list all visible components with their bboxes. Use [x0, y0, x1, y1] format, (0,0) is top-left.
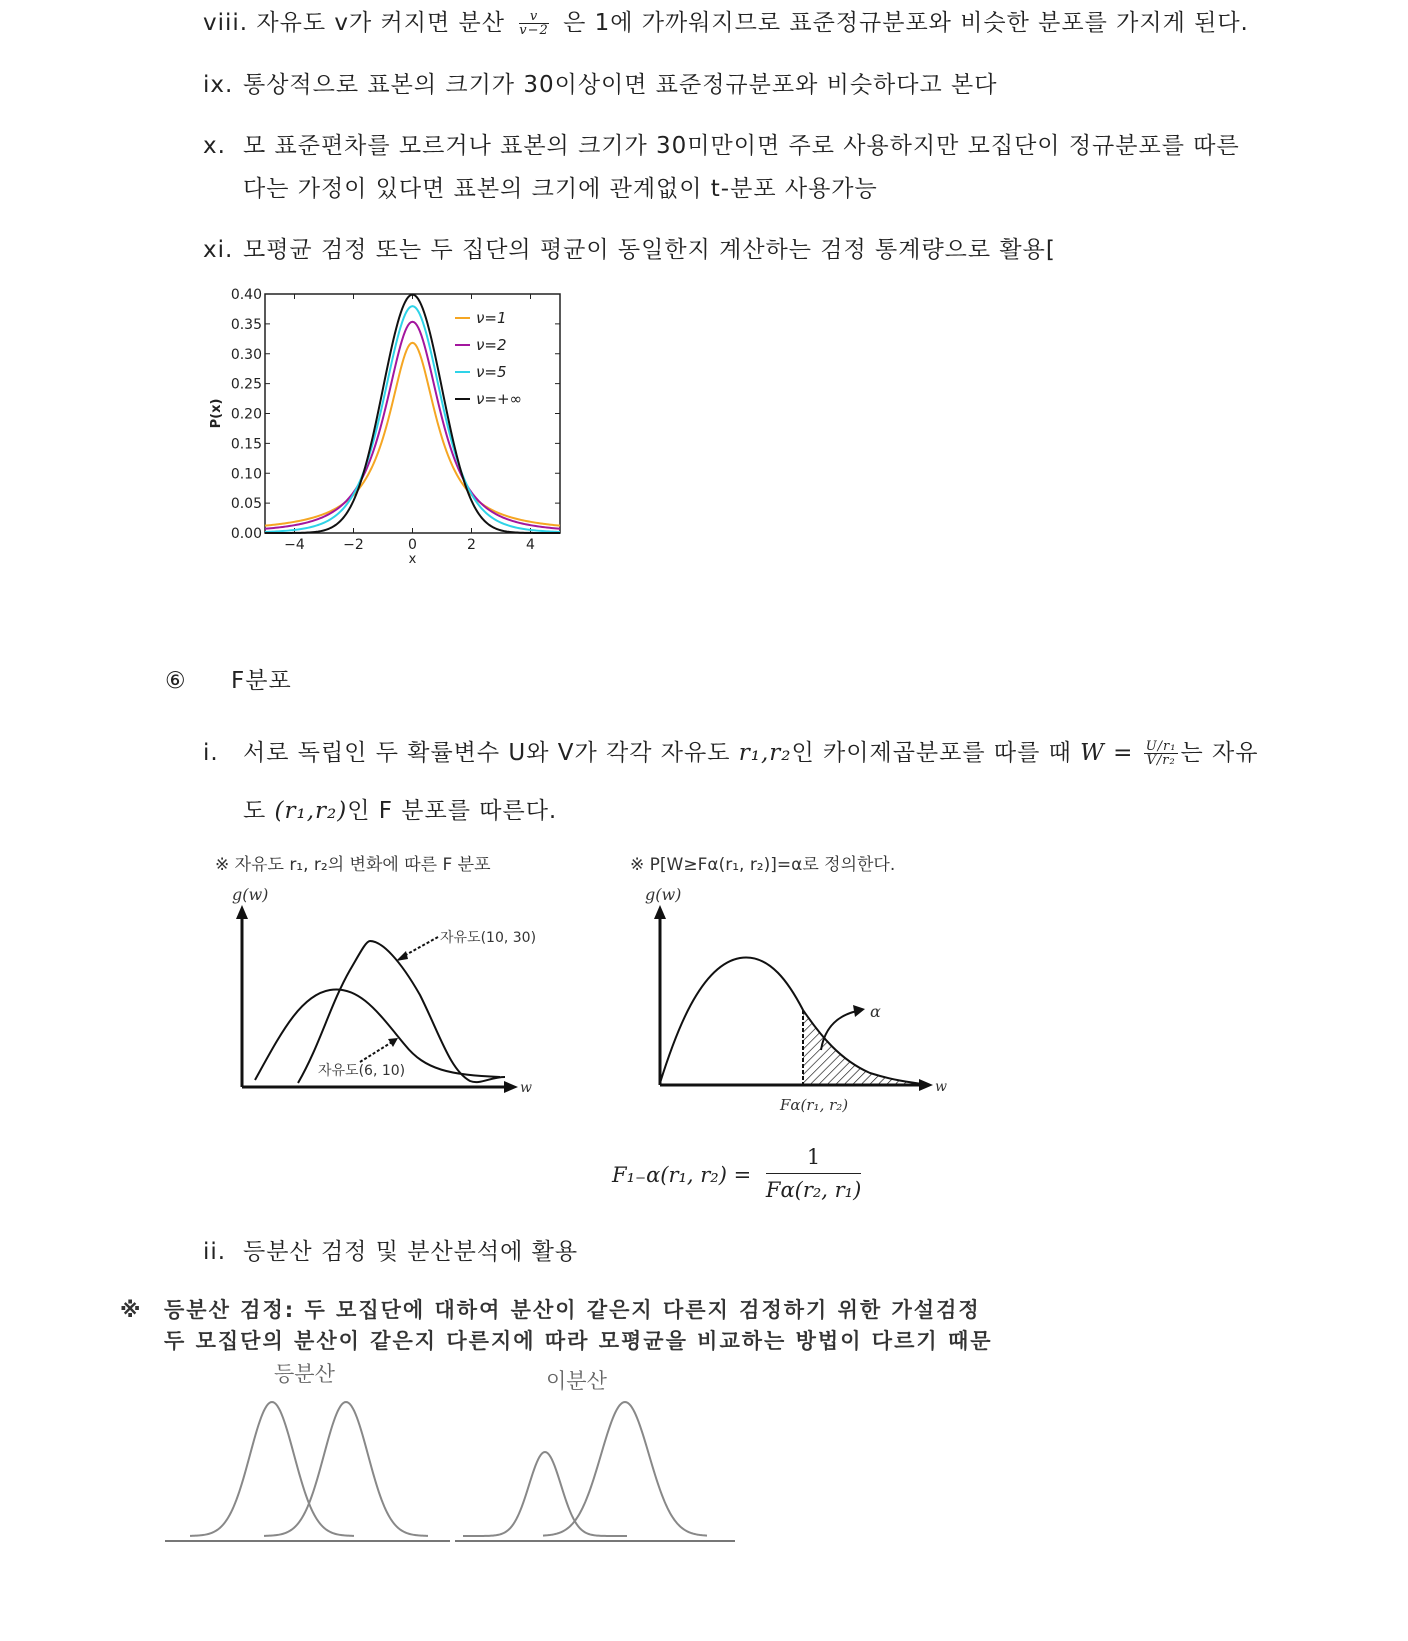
arrowhead-icon	[396, 951, 408, 961]
item-number: ix.	[203, 72, 234, 98]
item-text: 통상적으로 표본의 크기가 30이상이면 표준정규분포와 비슷하다고 본다	[243, 72, 998, 98]
item-text: 모 표준편차를 모르거나 표본의 크기가 30미만이면 주로 사용하지만 모집단이 정규분포를 따른	[243, 133, 1240, 159]
y-axis-arrow-icon	[236, 905, 248, 919]
x-tick-label: −4	[284, 537, 305, 553]
degrees-pair: (r₁,r₂)	[274, 798, 348, 824]
degrees-symbol: r₁,r₂	[738, 740, 792, 766]
y-axis-label: g(w)	[645, 885, 682, 904]
item-text: 등분산 검정 및 분산분석에 활용	[243, 1239, 579, 1265]
y-tick-label: 0.30	[230, 346, 262, 363]
unequal-variance-label: 이분산	[546, 1369, 607, 1393]
equal-variance-curve	[190, 1402, 354, 1536]
f-density-curve	[660, 957, 930, 1085]
item-text: 모평균 검정 또는 두 집단의 평균이 동일한지 계산하는 검정 통계량으로 활용[	[243, 237, 1056, 263]
figure-caption: ※ P[W≥Fα(r₁, r₂)]=α로 정의한다.	[630, 855, 896, 875]
f-item-ii	[203, 1233, 578, 1266]
series-line	[265, 295, 560, 533]
item-text: 도	[243, 798, 267, 824]
series-line	[265, 322, 560, 529]
fraction-denominator: V/r₂	[1146, 753, 1176, 768]
item-x-continued	[243, 170, 878, 203]
equal-variance-curve	[264, 1402, 428, 1536]
x-axis-label: w	[520, 1080, 532, 1096]
note-block-continued	[164, 1325, 993, 1355]
item-text: 은 1에 가까워지므로 표준정규분포와 비슷한 분포를 가지게 된다.	[563, 10, 1249, 36]
x-tick-label: 0	[408, 537, 417, 553]
legend-label: ν=1	[476, 309, 507, 327]
section-title: F분포	[231, 668, 292, 694]
formula-denominator: Fα(r₂, r₁)	[765, 1178, 862, 1202]
equal-variance-label: 등분산	[274, 1362, 335, 1386]
curve-label-6-10: 자유도(6, 10)	[318, 1063, 406, 1079]
formula-numerator: 1	[766, 1145, 861, 1174]
item-viii	[203, 4, 1249, 37]
figure-caption: ※ 자유도 r₁, r₂의 변화에 따른 F 분포	[215, 855, 491, 875]
item-text: 다는 가정이 있다면 표본의 크기에 관계없이 t-분포 사용가능	[243, 176, 878, 202]
item-xi	[203, 231, 1056, 264]
item-text: 인 카이제곱분포를 따를 때	[791, 740, 1072, 766]
y-axis-label: P(x)	[209, 398, 224, 429]
item-number: ii.	[203, 1239, 227, 1265]
item-number: x.	[203, 133, 226, 159]
f-reciprocal-formula	[612, 1145, 861, 1202]
alpha-label: α	[870, 1002, 881, 1021]
x-axis-label: x	[408, 552, 417, 567]
fraction-denominator: v−2	[519, 23, 549, 38]
arrowhead-icon	[853, 1005, 865, 1017]
note-mark: ※	[120, 1298, 143, 1322]
axes	[660, 913, 925, 1085]
variance-comparison-figure	[160, 1355, 760, 1555]
legend-label: ν=2	[476, 336, 507, 354]
x-tick-label: −2	[343, 537, 364, 553]
fraction-numerator: U/r₁	[1145, 739, 1177, 754]
formula-lhs: F₁₋α(r₁, r₂) =	[612, 1162, 752, 1187]
series-line	[265, 343, 560, 526]
y-tick-label: 0.20	[230, 406, 262, 423]
w-fraction	[1144, 740, 1179, 767]
annotation-arrow	[402, 937, 438, 957]
t-distribution-chart	[200, 280, 580, 580]
legend-label: ν=+∞	[476, 390, 523, 408]
item-x	[203, 127, 1240, 160]
formula-fraction	[766, 1145, 861, 1202]
y-tick-label: 0.40	[230, 287, 262, 303]
legend-label: ν=5	[476, 363, 507, 381]
section-marker: ⑥	[165, 668, 187, 694]
y-axis-label: g(w)	[232, 885, 269, 904]
f-distribution-figure-left	[210, 845, 590, 1100]
note-line: 두 모집단의 분산이 같은지 다른지에 따라 모평균을 비교하는 방법이 다르기 때문	[164, 1329, 993, 1353]
unequal-variance-curve	[463, 1452, 627, 1536]
plot-frame	[265, 294, 560, 533]
y-axis-arrow-icon	[654, 905, 666, 919]
f-curve-10-30	[298, 941, 505, 1083]
f-item-i: i. 서로 독립인 두 확률변수 U와 V가 각각 자유도 r₁,r₂인 카이제곱분포를 따를 때 W = $\frac{\text{U/r₁}}{\text{V/r₂}}$ 는 자유	[203, 739, 1259, 768]
item-ix	[203, 66, 997, 99]
note-line: 등분산 검정: 두 모집단에 대하여 분산이 같은지 다른지 검정하기 위한 가설검정	[164, 1298, 981, 1322]
unequal-variance-curve	[543, 1402, 707, 1536]
x-axis-arrow-icon	[504, 1081, 518, 1093]
item-number: i.	[203, 740, 219, 766]
y-tick-label: 0.00	[230, 526, 262, 542]
item-number: viii.	[203, 10, 249, 36]
x-tick-label: 2	[467, 537, 476, 553]
y-tick-label: 0.10	[230, 466, 262, 483]
curve-label-10-30: 자유도(10, 30)	[440, 930, 537, 946]
y-tick-label: 0.15	[230, 436, 262, 453]
note-block	[120, 1294, 981, 1324]
item-text: 자유도 v가 커지면 분산	[256, 10, 505, 36]
fraction-numerator: v	[519, 10, 549, 24]
variance-fraction	[519, 10, 549, 37]
w-symbol: W	[1080, 740, 1105, 766]
y-tick-label: 0.35	[230, 316, 262, 333]
item-number: xi.	[203, 237, 234, 263]
f-item-i-continued	[243, 792, 557, 825]
f-distribution-figure-right	[625, 845, 995, 1125]
x-tick-label: 4	[526, 537, 535, 553]
annotation-arrow	[360, 1042, 392, 1062]
section-heading	[165, 662, 292, 695]
series-line	[265, 306, 560, 532]
y-tick-label: 0.05	[230, 496, 262, 513]
item-text: 서로 독립인 두 확률변수 U와 V가 각각 자유도	[243, 740, 731, 766]
critical-value-label: Fα(r₁, r₂)	[780, 1096, 849, 1114]
item-text: 는 자유	[1180, 740, 1259, 766]
y-tick-label: 0.25	[230, 376, 262, 393]
item-text: 인 F 분포를 따른다.	[347, 798, 558, 824]
x-axis-label: w	[935, 1079, 947, 1095]
